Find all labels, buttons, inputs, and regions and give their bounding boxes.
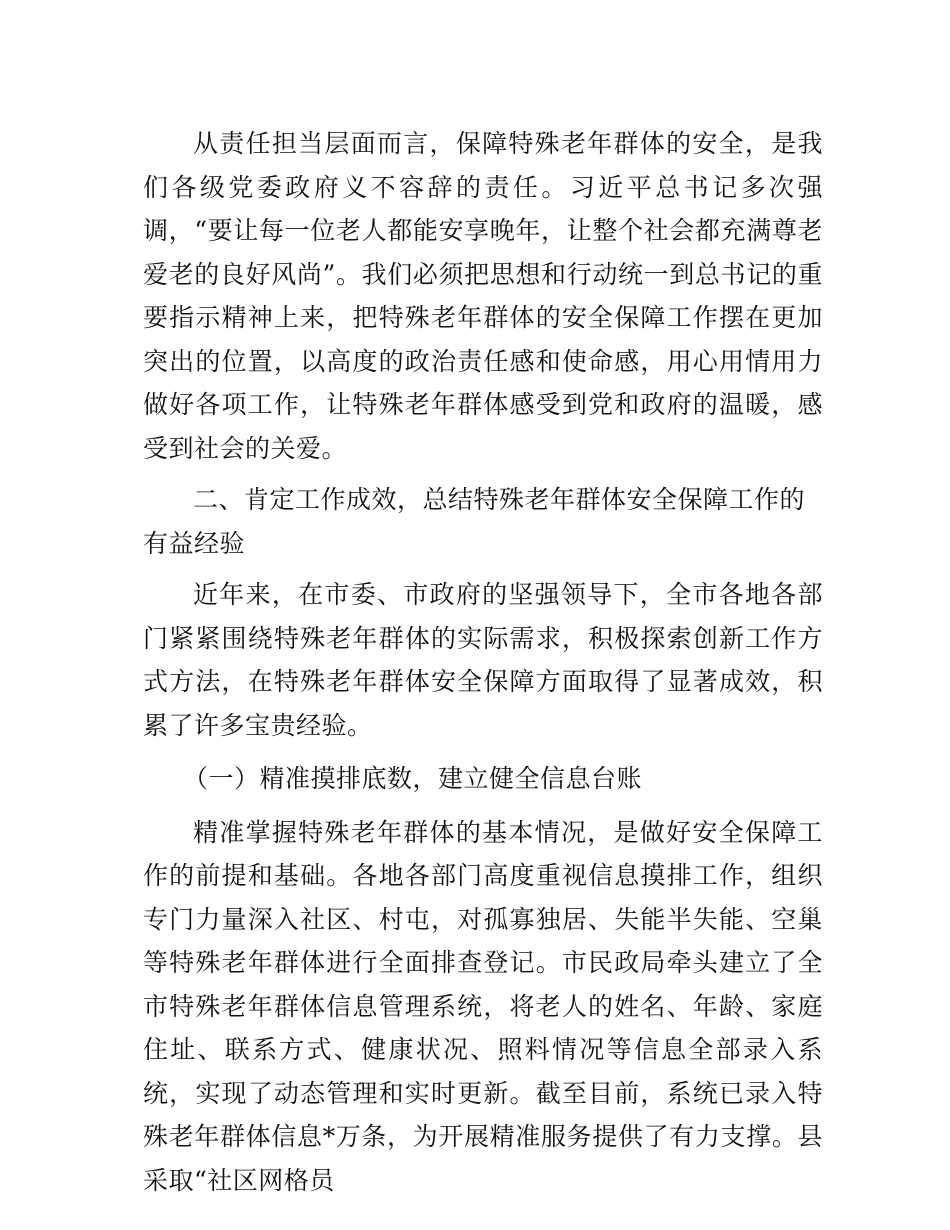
document-body <box>143 122 823 1202</box>
section-heading: 二、肯定工作成效，总结特殊老年群体安全保障工作的有益经验 <box>143 485 806 558</box>
body-paragraph-achievements: 近年来，在市委、市政府的坚强领导下，全市各地各部门紧紧围绕特殊老年群体的实际需求，积极探索创新工作方式方法，在特殊老年群体安全保障方面取得了显著成效，积累了许多宝贵经验。 <box>143 580 823 740</box>
body-paragraph-information: 精准掌握特殊老年群体的基本情况，是做好安全保障工作的前提和基础。各地各部门高度重视信息摸排工作，组织专门力量深入社区、村屯，对孤寡独居、失能半失能、空巢等特殊老年群体进行全面排查登记。市民政局牵头建立了全市特殊老年群体信息管理系统，将老人的姓名、年龄、家庭住址、联系方式、健康状况、照料情况等信息全部录入系统，实现了动态管理和实时更新。截至目前，系统已录入特殊老年群体信息*万条，为开展精准服务提供了有力支撑。县采取“社区网格员 <box>143 817 823 1195</box>
subsection-heading: （一）精准摸排底数，建立健全信息台账 <box>183 764 643 793</box>
body-paragraph-responsibility: 从责任担当层面而言，保障特殊老年群体的安全，是我们各级党委政府义不容辞的责任。习近平总书记多次强调，“要让每一位老人都能安享晚年，让整个社会都充满尊老爱老的良好风尚”。我们必须把思想和行动统一到总书记的重要指示精神上来，把特殊老年群体的安全保障工作摆在更加突出的位置，以高度的政治责任感和使命感，用心用情用力做好各项工作，让特殊老年群体感受到党和政府的温暖，感受到社会的关爱。 <box>143 129 823 463</box>
